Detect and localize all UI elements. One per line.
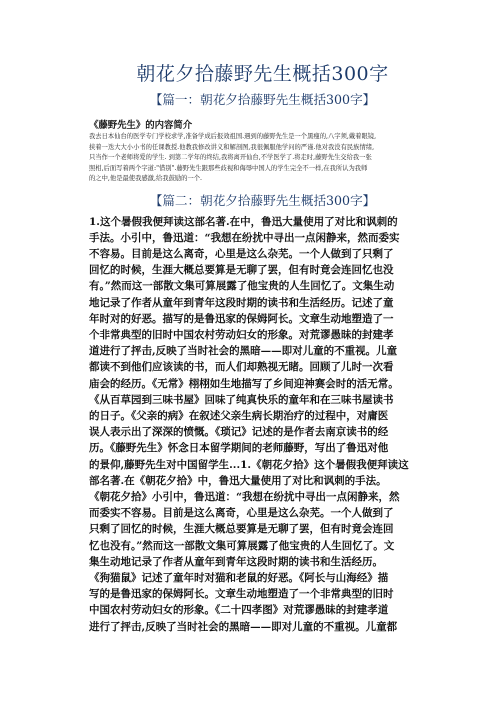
body-line: 中国农村劳动妇女的形象。《二十四孝图》对荒谬愚昧的封建孝道 (89, 604, 389, 617)
body-line: 进行了抨击,反映了当时社会的黑暗——即对儿童的不重视。儿童都 (89, 620, 398, 633)
body-line: 部名著.在《朝花夕拾》中，鲁迅大量使用了对比和讽刺的手法。 (89, 474, 387, 487)
summary-line: 挟着一迭大大小小书的任课教授.他教我修改讲义和解剖图,我很佩服他学问的严谨.他对我没有民族情绪, (89, 143, 375, 151)
body-line: 不容易。目前是这么离奇，心里是这么杂芜。一个人做到了只剩了 (89, 247, 394, 260)
section-1-subheading: 《藤野先生》的内容简介 (89, 120, 193, 131)
summary-line: 我去日本仙台的医学专门学校求学,准备学成后报效祖国.遇到的藤野先生是一个黑瘦的,八字须,戴着眼镜, (89, 133, 377, 140)
section-1-heading: 【篇一：朝花夕拾藤野先生概括300字】 (149, 92, 376, 107)
body-line: 忆也没有。”然而这一部散文集可算展露了他宝贵的人生回忆了。文 (89, 539, 395, 552)
body-line: 《狗猫鼠》记述了童年时对猫和老鼠的好恶。《阿长与山海经》描 (89, 571, 389, 584)
section-2-heading: 【篇二：朝花夕拾藤野先生概括300字】 (149, 192, 376, 208)
body-line: 的日子。《父亲的病》在叙述父亲生病长期治疗的过程中，对庸医 (89, 409, 389, 422)
summary-line: 照相,后面写着两个字道:"惜别".藤野先生跟那些歧视和侮辱中国人的学生完全不一样,在我所认为我师 (89, 164, 368, 172)
body-line: 《从百草园到三味书屋》回味了纯真快乐的童年和在三味书屋读书 (89, 393, 394, 406)
body-line: 道进行了抨击,反映了当时社会的黑暗——即对儿童的不重视。儿童 (89, 345, 398, 358)
summary-line: 的之中,他是最使我感激,给我鼓励的一个. (89, 175, 203, 182)
body-line: 有。”然而这一部散文集可算展露了他宝贵的人生回忆了。文集生动 (89, 280, 395, 293)
section-2-body (89, 214, 436, 635)
body-line: 的景仰,藤野先生对中国留学生...1.《朝花夕拾》这个暑假我便拜读这 (89, 458, 409, 471)
body-line: 写的是鲁迅家的保姆阿长。文章生动地塑造了一个非常典型的旧时 (89, 588, 394, 601)
document-title: 朝花夕拾藤野先生概括300字 (136, 63, 389, 85)
body-line: 个非常典型的旧时中国农村劳动妇女的形象。对荒谬愚昧的封建孝 (89, 328, 394, 341)
body-line: 1.这个暑假我便拜读这部名著.在中，鲁迅大量使用了对比和讽刺的 (89, 215, 398, 228)
section-1-summary (89, 132, 436, 185)
body-line: 手法。小引中，鲁迅道：“我想在纷扰中寻出一点闲静来，然而委实 (89, 231, 400, 244)
body-line: 集生动地记录了作者从童年到青年这段时期的读书和生活经历。 (89, 555, 383, 568)
summary-line: 只当作一个老师将爱的学生. 到第二学年的终结,我将离开仙台,不学医学了.将走时,藤野先生交给我一张 (89, 154, 372, 161)
body-line: 历。《藤野先生》怀念日本留学期间的老师藤野，写出了鲁迅对他 (89, 442, 389, 455)
body-line: 而委实不容易。目前是这么离奇，心里是这么杂芜。一个人做到了 (89, 507, 394, 520)
body-line: 年时对的好恶。描写的是鲁迅家的保姆阿长。文章生动地塑造了一 (89, 312, 394, 325)
body-line: 回忆的时候，生涯大概总要算是无聊了罢，但有时竟会连回忆也没 (89, 264, 394, 277)
body-line: 误人表示出了深深的愤慨。《琐记》记述的是作者去南京读书的经 (89, 426, 389, 439)
body-line: 只剩了回忆的时候，生涯大概总要算是无聊了罢，但有时竟会连回 (89, 523, 394, 536)
body-line: 庙会的经历。《无常》栩栩如生地描写了乡间迎神赛会时的活无常。 (89, 377, 399, 390)
body-line: 都读不到他们应该读的书，而人们却熟视无睹。回顾了儿时一次看 (89, 361, 394, 374)
body-line: 《朝花夕拾》小引中，鲁迅道：“我想在纷扰中寻出一点闲静来，然 (89, 490, 400, 503)
body-line: 地记录了作者从童年到青年这段时期的读书和生活经历。记述了童 (89, 296, 394, 309)
